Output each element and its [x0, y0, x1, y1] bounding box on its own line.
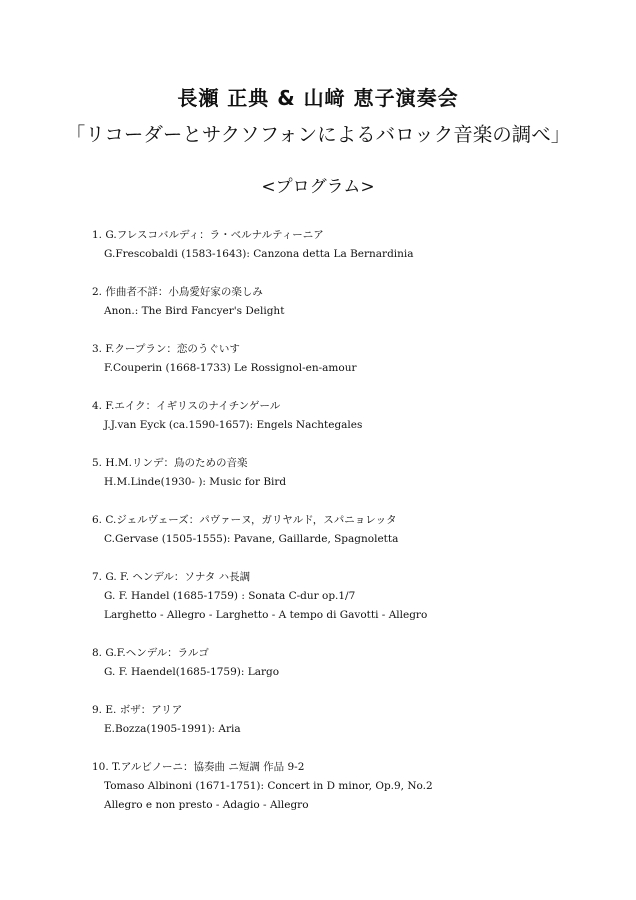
- program-item-japanese: 9. E. ボザ：アリア: [92, 704, 183, 716]
- program-item-english: Tomaso Albinoni (1671-1751): Concert in D minor, Op.9, No.2: [104, 780, 433, 792]
- concert-subtitle: 「リコーダーとサクソフォンによるバロック音楽の調べ」: [65, 123, 571, 146]
- program-item: [92, 340, 612, 378]
- program-list: [92, 226, 612, 834]
- program-item-japanese: 2. 作曲者不詳：小鳥愛好家の楽しみ: [92, 286, 263, 298]
- program-item-english: G. F. Handel (1685-1759) : Sonata C-dur op.1/7: [104, 590, 356, 602]
- program-item-english: J.J.van Eyck (ca.1590-1657): Engels Nachtegales: [104, 419, 363, 431]
- program-item-english: F.Couperin (1668-1733) Le Rossignol-en-amour: [104, 362, 357, 374]
- program-item-english: C.Gervase (1505-1555): Pavane, Gaillarde, Spagnoletta: [104, 533, 399, 545]
- program-item: [92, 511, 612, 549]
- program-item: [92, 568, 612, 625]
- program-item: [92, 397, 612, 435]
- program-item: [92, 701, 612, 739]
- program-item: [92, 644, 612, 682]
- program-item-movements: Allegro e non presto - Adagio - Allegro: [104, 799, 309, 811]
- program-item-japanese: 5. H.M.リンデ：鳥のための音楽: [92, 457, 248, 469]
- program-item-japanese: 4. F.エイク：イギリスのナイチンゲール: [92, 400, 281, 412]
- program-item-movements: Larghetto - Allegro - Larghetto - A tempo di Gavotti - Allegro: [104, 609, 428, 621]
- program-item-japanese: 10. T.アルビノーニ：協奏曲 ニ短調 作品 9-2: [92, 761, 305, 773]
- program-item-english: G. F. Haendel(1685-1759): Largo: [104, 666, 280, 678]
- program-item: [92, 283, 612, 321]
- program-item-japanese: 6. C.ジェルヴェーズ：パヴァーヌ，ガリヤルド，スパニョレッタ: [92, 514, 397, 526]
- program-item-english: H.M.Linde(1930- ): Music for Bird: [104, 476, 287, 488]
- program-item-japanese: 3. F.クープラン：恋のうぐいす: [92, 343, 240, 355]
- program-item: [92, 226, 612, 264]
- concert-title: 長瀬 正典 & 山﨑 恵子演奏会: [177, 86, 459, 110]
- program-item: [92, 454, 612, 492]
- program-item-japanese: 1. G.フレスコバルディ：ラ・ベルナルティーニア: [92, 229, 324, 241]
- program-item-english: E.Bozza(1905-1991): Aria: [104, 723, 241, 735]
- program-item-japanese: 7. G. F. ヘンデル：ソナタ ハ長調: [92, 571, 251, 583]
- program-item-english: G.Frescobaldi (1583-1643): Canzona detta La Bernardinia: [104, 248, 414, 260]
- program-heading: <プログラム>: [261, 177, 375, 197]
- program-item-japanese: 8. G.F.ヘンデル：ラルゴ: [92, 647, 209, 659]
- program-item: [92, 758, 612, 815]
- program-item-english: Anon.: The Bird Fancyer's Delight: [104, 305, 285, 317]
